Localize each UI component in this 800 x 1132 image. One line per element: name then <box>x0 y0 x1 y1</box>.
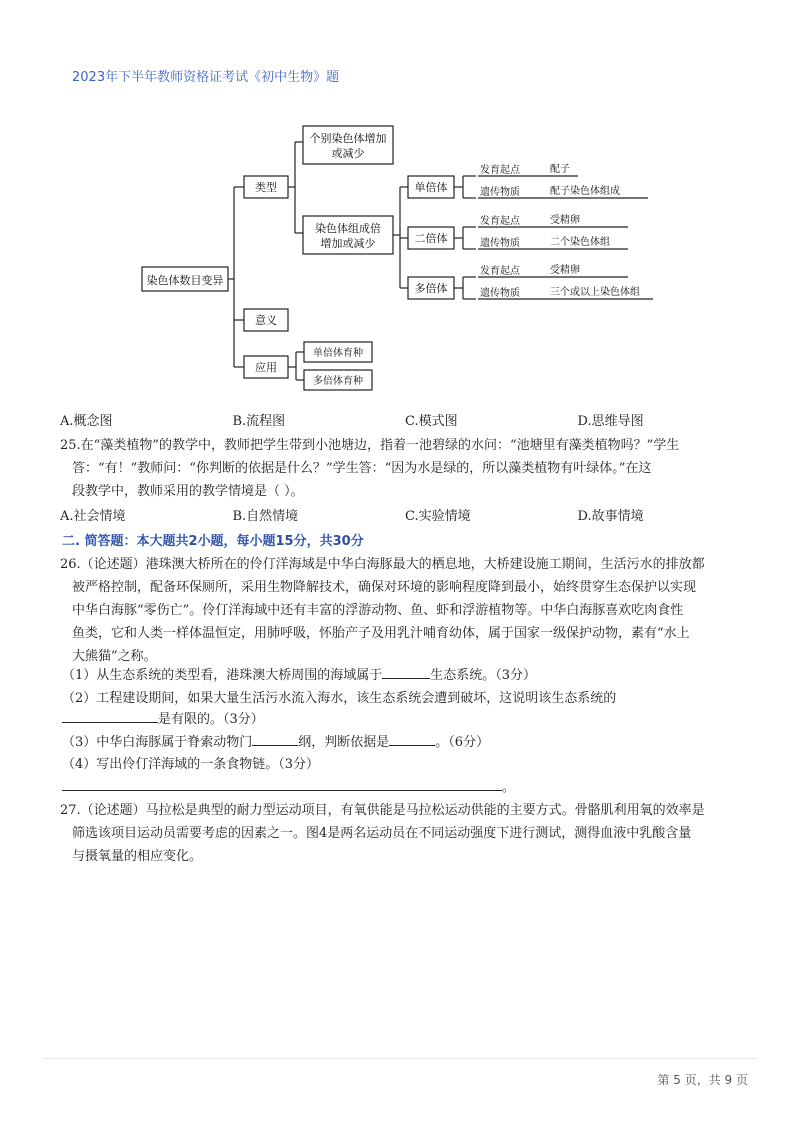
q25-line-2: 答：“有！”教师问：“你判断的依据是什么？”学生答：“因为水是绿的，所以藻类植物有叶绿体。”在这 <box>72 461 652 476</box>
page-header-title: 2023年下半年教师资格证考试《初中生物》题 <box>72 70 340 85</box>
diploid-label: 二倍体 <box>414 232 448 245</box>
q26-sub-3-text: （3）中华白海豚属于脊索动物门 <box>62 735 253 750</box>
q25-question <box>60 434 750 503</box>
polyploid-label: 多倍体 <box>414 282 448 295</box>
q26-sub-3-mid: 纲，判断依据是 <box>298 735 390 750</box>
q26-sub-2-text: （2）工程建设期间，如果大量生活污水流入海水，该生态系统会遭到破坏，这说明该生态系统的 <box>62 691 617 706</box>
type-label: 类型 <box>255 181 277 194</box>
haploid-label: 单倍体 <box>414 181 448 194</box>
answer-blank-3b[interactable] <box>389 731 435 746</box>
diploid-material-value: 二个染色体组 <box>550 237 610 248</box>
group-label-1: 染色体组成倍 <box>315 222 381 235</box>
q26-sub-2-cont <box>62 708 752 731</box>
q26-sub-4-answer <box>62 776 752 799</box>
concept-diagram <box>138 120 658 392</box>
q26-line-1: 26.（论述题）港珠澳大桥所在的伶仃洋海域是中华白海豚最大的栖息地，大桥建设施工期间，生活污水的排放都 <box>60 557 705 572</box>
q27-line-2: 筛选该项目运动员需要考虑的因素之一。图4是两名运动员在不同运动强度下进行测试，测得血液中乳酸含量 <box>72 826 692 841</box>
q25-line-1: 25.在“藻类植物”的教学中，教师把学生带到小池塘边，指着一池碧绿的水问：“池塘里有藻类植物吗？”学生 <box>60 438 680 453</box>
polyploid-breeding-label: 多倍体育种 <box>313 376 363 387</box>
haploid-breeding-label: 单倍体育种 <box>313 348 363 359</box>
polyploid-origin-value: 受精卵 <box>550 265 580 276</box>
polyploid-origin-key: 发育起点 <box>480 266 520 277</box>
q26-line-3: 中华白海豚“零伤亡”。伶仃洋海域中还有丰富的浮游动物、鱼、虾和浮游植物等。中华白海豚喜欢吃肉食性 <box>72 603 684 618</box>
haploid-material-value: 配子染色体组成 <box>550 186 620 197</box>
q24-option-c: C.模式图 <box>405 414 458 429</box>
polyploid-material-key: 遗传物质 <box>480 288 520 299</box>
q25-option-a: A.社会情境 <box>60 509 126 524</box>
q26-sub-4-text: （4）写出伶仃洋海域的一条食物链。（3分） <box>62 757 320 772</box>
diploid-origin-key: 发育起点 <box>480 216 520 227</box>
q24-options <box>60 410 750 429</box>
haploid-origin-value: 配子 <box>550 164 570 175</box>
haploid-material-key: 遗传物质 <box>480 187 520 198</box>
q26-sub-4 <box>62 753 752 776</box>
answer-blank-1[interactable] <box>382 664 430 679</box>
answer-blank-4[interactable] <box>62 776 502 791</box>
haploid-origin-key: 发育起点 <box>480 165 520 176</box>
diploid-material-key: 遗传物质 <box>480 238 520 249</box>
q26-line-4: 鱼类，它和人类一样体温恒定，用肺呼吸，怀胎产子及用乳汁哺育幼体，属于国家一级保护动物，素有“水上 <box>72 626 690 641</box>
q27-line-3: 与摄氧量的相应变化。 <box>72 849 203 864</box>
q26-sub-1 <box>62 664 752 687</box>
q24-option-b: B.流程图 <box>232 414 286 429</box>
root-label: 染色体数目变异 <box>146 274 224 287</box>
q24-option-a: A.概念图 <box>60 414 113 429</box>
q26-sub-1-text: （1）从生态系统的类型看，港珠澳大桥周围的海域属于 <box>62 668 383 683</box>
q24-option-d: D.思维导图 <box>577 414 644 429</box>
q25-options <box>60 505 750 524</box>
q26-line-5: 大熊猫”之称。 <box>72 649 157 664</box>
q26-sub-2 <box>62 687 752 710</box>
application-label: 应用 <box>255 361 277 374</box>
q26-sub-1-tail: 生态系统。（3分） <box>430 668 537 683</box>
section-2-title: 二. 简答题：本大题共2小题，每小题15分，共30分 <box>62 534 364 549</box>
q27-question <box>60 799 750 868</box>
q26-sub-3-tail: 。（6分） <box>435 735 490 750</box>
individual-label-1: 个别染色体增加 <box>309 132 387 145</box>
group-label-2: 增加或减少 <box>320 237 376 250</box>
footer-divider <box>42 1058 758 1059</box>
diploid-origin-value: 受精卵 <box>550 215 580 226</box>
answer-blank-2[interactable] <box>62 708 158 723</box>
q25-option-d: D.故事情境 <box>577 509 644 524</box>
polyploid-material-value: 三个或以上染色体组 <box>550 287 640 298</box>
q26-sub-4-end: 。 <box>502 780 516 795</box>
answer-blank-3a[interactable] <box>252 731 298 746</box>
q26-sub-3 <box>62 731 752 754</box>
q26-question <box>60 553 750 668</box>
q25-option-b: B.自然情境 <box>232 509 299 524</box>
individual-label-2: 或减少 <box>331 147 365 160</box>
meaning-label: 意义 <box>255 314 277 327</box>
q25-line-3: 段教学中，教师采用的教学情境是（ ）。 <box>72 484 304 499</box>
q25-option-c: C.实验情境 <box>405 509 471 524</box>
q26-sub-2-tail: 是有限的。（3分） <box>158 712 264 727</box>
q26-line-2: 被严格控制，配备环保厕所，采用生物降解技术，确保对环境的影响程度降到最小，始终贯穿生态保护以实现 <box>72 580 697 595</box>
q27-line-1: 27.（论述题）马拉松是典型的耐力型运动项目，有氧供能是马拉松运动供能的主要方式。骨骼肌利用氧的效率是 <box>60 803 705 818</box>
page-number: 第 5 页，共 9 页 <box>657 1073 748 1087</box>
